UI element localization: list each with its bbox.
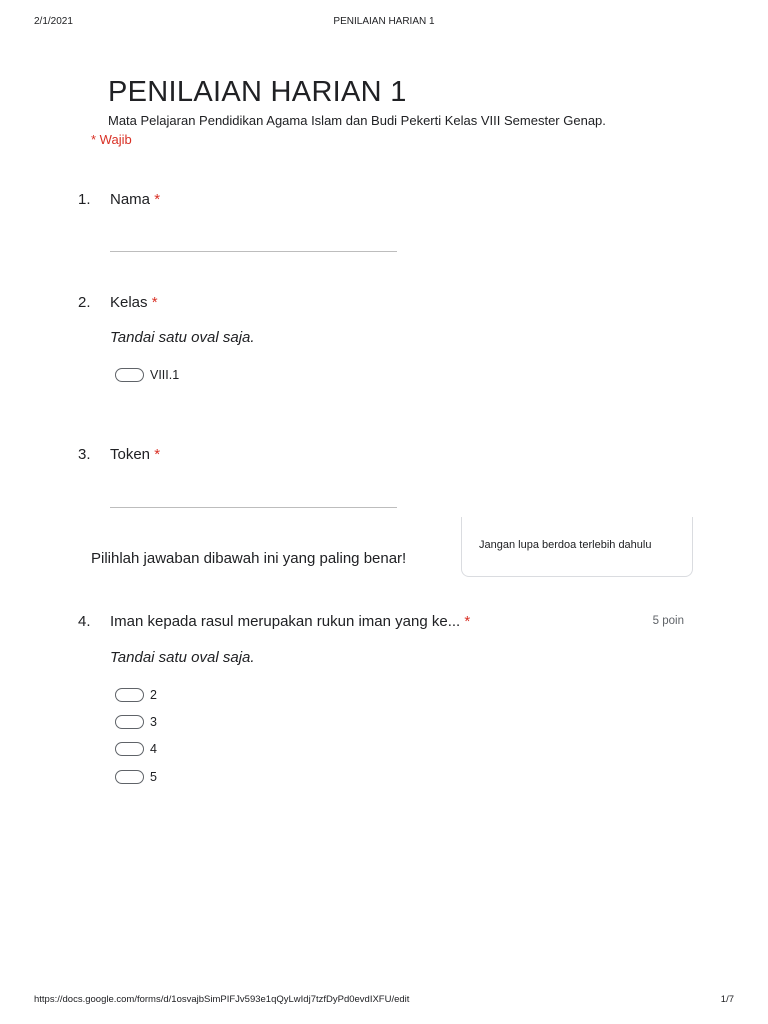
required-note: * Wajib xyxy=(91,132,132,147)
radio-oval[interactable] xyxy=(115,715,144,729)
kelas-option[interactable] xyxy=(115,367,179,383)
question-2-title xyxy=(110,294,158,311)
question-number: 3. xyxy=(78,446,91,463)
required-star: * xyxy=(151,294,158,311)
option-label: 4 xyxy=(150,742,157,756)
question-1-text: Nama xyxy=(110,191,151,208)
required-star: * xyxy=(154,446,161,463)
question-number: 1. xyxy=(78,191,91,208)
form-description: Mata Pelajaran Pendidikan Agama Islam dan Budi Pekerti Kelas VIII Semester Genap. xyxy=(108,113,606,128)
print-footer-url: https://docs.google.com/forms/d/1osvajbSimPIFJv593e1qQyLwIdj7tzfDyPd0evdIXFU/edit xyxy=(34,994,410,1005)
token-input[interactable] xyxy=(110,507,397,508)
question-1-title xyxy=(110,191,160,208)
question-4-title xyxy=(110,613,470,630)
page-number: 1/7 xyxy=(720,994,734,1005)
question-4-text: Iman kepada rasul merupakan rukun iman yang ke... xyxy=(110,613,461,630)
note-card xyxy=(461,517,693,577)
answer-option[interactable] xyxy=(115,714,157,730)
question-number: 2. xyxy=(78,294,91,311)
radio-oval[interactable] xyxy=(115,688,144,702)
radio-oval[interactable] xyxy=(115,368,144,382)
print-header-title: PENILAIAN HARIAN 1 xyxy=(333,16,435,27)
answer-option[interactable] xyxy=(115,769,157,785)
answer-option[interactable] xyxy=(115,687,157,703)
question-3-title xyxy=(110,446,160,463)
option-label: 2 xyxy=(150,688,157,702)
question-3-text: Token xyxy=(110,446,151,463)
note-text: Jangan lupa berdoa terlebih dahulu xyxy=(479,539,652,551)
print-date: 2/1/2021 xyxy=(34,16,73,27)
points-label: 5 poin xyxy=(652,615,684,627)
required-star: * xyxy=(154,191,161,208)
radio-oval[interactable] xyxy=(115,742,144,756)
section-instruction: Pilihlah jawaban dibawah ini yang paling benar! xyxy=(91,550,407,567)
option-label: VIII.1 xyxy=(150,368,180,382)
option-label: 3 xyxy=(150,715,157,729)
radio-oval[interactable] xyxy=(115,770,144,784)
question-2-text: Kelas xyxy=(110,294,148,311)
question-number: 4. xyxy=(78,613,91,630)
question-4-hint: Tandai satu oval saja. xyxy=(110,649,255,666)
nama-input[interactable] xyxy=(110,251,397,252)
question-2-hint: Tandai satu oval saja. xyxy=(110,329,255,346)
required-star: * xyxy=(464,613,471,630)
answer-option[interactable] xyxy=(115,741,157,757)
option-label: 5 xyxy=(150,770,157,784)
form-title: PENILAIAN HARIAN 1 xyxy=(108,76,407,108)
